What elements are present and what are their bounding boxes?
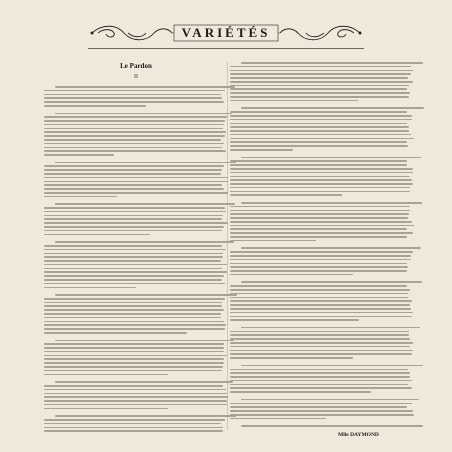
text-line [55,415,236,417]
text-line [230,240,316,242]
author-signature: Mlle DAYMOND [338,432,379,438]
text-line [230,251,413,253]
text-line [44,271,227,273]
text-line [44,317,221,319]
text-line [230,168,413,170]
text-line [230,119,412,121]
text-line [230,96,409,98]
text-line [230,70,413,72]
column-left [44,62,228,434]
text-line [44,366,223,368]
text-line [230,217,408,219]
text-line [230,342,413,344]
text-line [44,370,222,372]
text-line [44,324,226,326]
text-line [44,173,221,175]
text-line [44,358,224,360]
text-line [44,101,224,103]
section-title: VARIÉTÉS [181,25,271,40]
text-line [230,255,411,257]
text-line [44,430,223,432]
text-line [44,408,168,410]
text-line [230,391,371,393]
text-line [230,410,413,412]
text-line [44,143,224,145]
text-line [44,374,168,376]
text-line [230,387,412,389]
text-line [230,115,412,117]
text-line [44,385,223,387]
text-line [230,213,409,215]
text-line [44,343,224,345]
text-line [44,260,221,262]
section-banner [88,22,364,44]
text-line [44,211,226,213]
text-line [55,113,232,115]
text-line [230,300,412,302]
text-line [230,331,409,333]
text-line [241,62,423,64]
text-line [230,266,408,268]
text-line [230,319,359,321]
text-line [230,259,411,261]
text-line [230,376,410,378]
text-line [44,309,224,311]
text-line [230,293,408,295]
text-line [230,274,353,276]
text-line [230,369,408,371]
text-line [241,399,419,401]
text-line [55,294,237,296]
text-line [230,85,409,87]
text-line [230,206,410,208]
text-line [44,226,224,228]
text-line [230,380,412,382]
text-line [230,406,407,408]
text-line [230,172,413,174]
text-line [230,123,407,125]
text-line [44,188,224,190]
text-line [44,302,222,304]
text-line [44,230,222,232]
text-line [230,81,413,83]
body-text-right [230,62,414,427]
text-line [230,225,414,227]
text-line [44,192,228,194]
text-line [230,372,410,374]
text-line [230,350,413,352]
text-line [44,165,224,167]
text-line [44,253,223,255]
text-line [241,365,423,367]
text-line [44,128,223,130]
text-line [44,131,226,133]
text-line [55,340,234,342]
text-line [230,316,412,318]
text-line [230,66,411,68]
text-line [44,427,223,429]
text-line [230,228,407,230]
text-line [44,207,225,209]
text-line [44,404,227,406]
text-line [241,281,422,283]
text-line [44,305,222,307]
text-line [44,347,224,349]
text-line [44,105,146,107]
text-line [44,275,224,277]
text-line [230,289,410,291]
article-part-number: II [134,74,138,80]
text-line [230,263,407,265]
text-line [230,384,408,386]
text-line [44,97,222,99]
text-line [230,92,410,94]
text-line [230,126,409,128]
text-line [230,145,408,147]
text-line [230,183,413,185]
text-line [44,94,221,96]
article-title: Le Pardon [120,62,152,70]
text-line [44,393,227,395]
text-line [241,202,422,204]
text-line [44,90,225,92]
column-right [230,62,414,429]
text-line [44,355,227,357]
text-line [230,88,407,90]
text-line [44,139,221,141]
text-line [44,321,224,323]
text-line [44,400,227,402]
text-line [230,141,407,143]
text-line [230,191,410,193]
text-line [230,149,293,151]
text-line [230,111,407,113]
text-line [44,264,227,266]
text-line [44,389,226,391]
text-line [230,210,410,212]
text-line [44,181,228,183]
text-line [230,418,326,420]
text-line [230,308,411,310]
text-line [230,414,414,416]
text-line [55,203,235,205]
text-line [44,419,225,421]
text-line [241,107,424,109]
text-line [241,247,420,249]
text-line [44,154,114,156]
text-line [44,124,224,126]
text-line [44,351,224,353]
text-line [230,297,408,299]
text-line [230,285,407,287]
text-line [230,130,409,132]
text-line [241,157,421,159]
text-line [44,120,225,122]
text-line [230,179,412,181]
text-line [230,73,411,75]
text-line [44,218,222,220]
text-line [44,279,222,281]
text-line [55,162,236,164]
text-line [44,287,136,289]
text-line [44,116,227,118]
text-line [230,187,410,189]
text-line [44,332,187,334]
text-line [44,222,228,224]
text-line [44,169,222,171]
text-line [230,134,411,136]
text-line [230,100,358,102]
text-line [230,160,407,162]
text-line [44,184,222,186]
text-line [44,298,225,300]
text-line [230,77,408,79]
text-line [230,357,353,359]
body-text-left [44,86,228,432]
text-line [44,215,223,217]
text-line [44,313,221,315]
text-line [44,362,224,364]
header-rule [88,48,364,49]
text-line [230,403,412,405]
text-line [44,196,117,198]
text-line [230,232,413,234]
text-line [44,135,225,137]
text-line [55,381,233,383]
text-line [230,353,412,355]
text-line [44,150,226,152]
text-line [241,327,420,329]
text-line [44,268,222,270]
text-line [230,138,414,140]
text-line [230,270,407,272]
text-line [44,423,221,425]
text-line [44,147,222,149]
text-line [44,283,225,285]
text-line [44,245,222,247]
text-line [44,328,225,330]
text-line [55,86,235,88]
text-line [230,221,412,223]
text-line [44,177,228,179]
text-line [230,176,410,178]
text-line [230,194,342,196]
text-line [44,234,150,236]
text-line [44,249,226,251]
text-line [44,256,223,258]
text-line [230,164,407,166]
text-line [230,338,410,340]
text-line [230,236,407,238]
text-line [230,346,410,348]
text-line [44,396,228,398]
text-line [230,312,413,314]
text-line [230,334,409,336]
text-line [55,241,234,243]
text-line [230,304,410,306]
text-line [241,425,423,427]
